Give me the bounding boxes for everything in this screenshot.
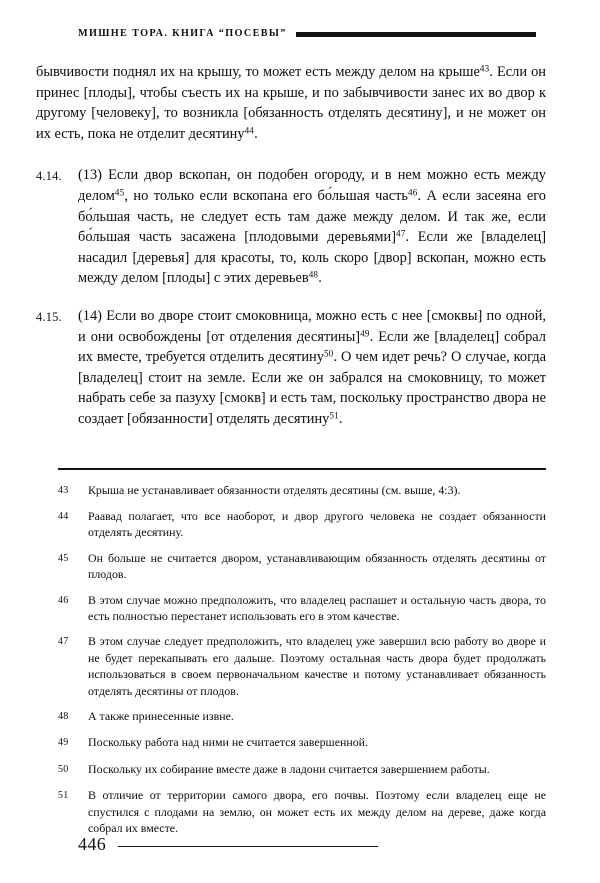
footnote-47 [58,633,546,699]
footnote-text: Раавад полагает, что все наоборот, и двор другого человека не создает обязанности отделять десятину. [88,509,546,540]
paragraph-continued-text [36,62,546,144]
section-4-15 [36,306,546,430]
text-segment: (14) Если во дворе стоит смоковница, можно есть с нее [смоквы] по одной, и они освобождены [от отделения десятины] [78,307,546,345]
text-segment: . [254,125,258,142]
footnote-43 [58,482,546,499]
footnote-46 [58,592,546,625]
text-segment: бывчивости поднял их на крышу, то может есть между делом на крыше [36,64,480,80]
footnote-48 [58,708,546,725]
footnote-45 [58,550,546,583]
footnote-ref-49[interactable]: 49 [360,327,370,338]
section-4-15-text [78,306,546,430]
footnote-ref-51[interactable]: 51 [329,410,339,421]
section-number-4-14: 4.14. [36,169,62,184]
text-segment: . Если же [владелец] собрал их вместе, требуется отделить десятину [78,328,546,366]
section-4-14 [36,165,546,289]
footnote-ref-47[interactable]: 47 [396,228,406,239]
footnote-ref-46[interactable]: 46 [407,187,418,198]
footnote-text: В этом случае следует предположить, что владелец уже завершил всю работу во дворе и не будет перекапывать его дальше. Поэтому остальная часть двора будет продолжать использоваться в своем первоначальном качестве и потому устанавливает обязанность отделять десятины от плодов. [88,634,546,698]
footnote-44 [58,508,546,541]
footnote-number: 51 [58,790,69,802]
footnote-block [58,468,546,846]
running-head-title: МИШНЕ ТОРА. КНИГА “ПОСЕВЫ” [78,27,287,39]
footnote-ref-43[interactable]: 43 [479,63,490,74]
text-segment: . [338,410,343,427]
footnote-number: 46 [58,594,69,606]
folio-rule [118,846,378,848]
text-segment: . Если же [владелец] насадил [деревья] для красоты, то, коль скоро [двор] вскопан, можно есть между делом [плоды] с этих деревьев [78,229,546,287]
footnote-51 [58,787,546,836]
footnote-number: 50 [58,763,69,775]
footnote-ref-44[interactable]: 44 [244,125,255,136]
footnote-number: 47 [58,636,69,648]
footnote-ref-45[interactable]: 45 [114,187,125,198]
footnote-text: Он больше не считается двором, устанавливающим обязанность отделять десятины от плодов. [88,550,546,582]
footnote-number: 48 [58,711,69,723]
footnote-ref-50[interactable]: 50 [323,348,334,359]
text-segment: , но только если вскопана его бо́льшая часть [124,187,408,204]
running-head [78,22,536,44]
main-text-column [36,62,546,447]
running-head-rule [296,32,536,37]
footnote-50 [58,761,546,778]
footnote-text: Поскольку работа над ними не считается завершенной. [88,735,368,750]
footnote-text: Поскольку их собирание вместе даже в ладони считается завершением работы. [88,761,490,776]
footnote-number: 45 [58,552,69,564]
footnote-separator-rule [58,468,546,470]
text-segment: (13) Если двор вскопан, он подобен огороду, и в нем можно есть между делом [78,167,546,204]
section-4-14-text [78,165,546,289]
page-number: 446 [78,834,107,854]
text-segment: . [318,270,322,287]
footnote-number: 44 [58,511,69,522]
footnote-number: 49 [58,737,69,749]
footnote-text: Крыша не устанавливает обязанности отделять десятины (см. выше, 4:3). [88,482,461,497]
footnote-text: А также принесенные извне. [88,709,234,724]
footnote-text: В этом случае можно предположить, что владелец распашет и остальную часть двора, то есть полностью перестанет использовать его в этом качестве. [88,592,546,624]
footnote-49 [58,734,546,751]
section-number-4-15: 4.15. [36,309,62,324]
text-segment: . Если он принес [плоды], чтобы съесть их на крыше, и по забывчивости занес их во двор к другому [человеку], то возникла [обязанность отделять десятину], и не может он их есть, пока не отделит десятину [36,64,546,142]
paragraph-continued [36,62,546,144]
footnote-ref-48[interactable]: 48 [308,269,319,280]
folio [78,834,378,855]
footnote-text: В отличие от территории самого двора, его почвы. Поэтому если владелец еще не спустился с плодами на землю, он может есть их между делом на дереве, даже когда собрал их вместе. [88,788,546,836]
footnote-number: 43 [58,484,69,496]
text-segment: . А если засеяна его бо́льшая часть, не следует есть там даже между делом. И так же, если бо́льшая часть засажена [плодовыми деревьями] [78,187,546,246]
text-segment: . О чем идет речь? О случае, когда [владелец] стоит на земле. Если же он забрался на смоковницу, то может набрать себе за пазуху [смокв] и есть там, поскольку пространство двора не создает [обязанности] отделять десятину [78,349,546,427]
